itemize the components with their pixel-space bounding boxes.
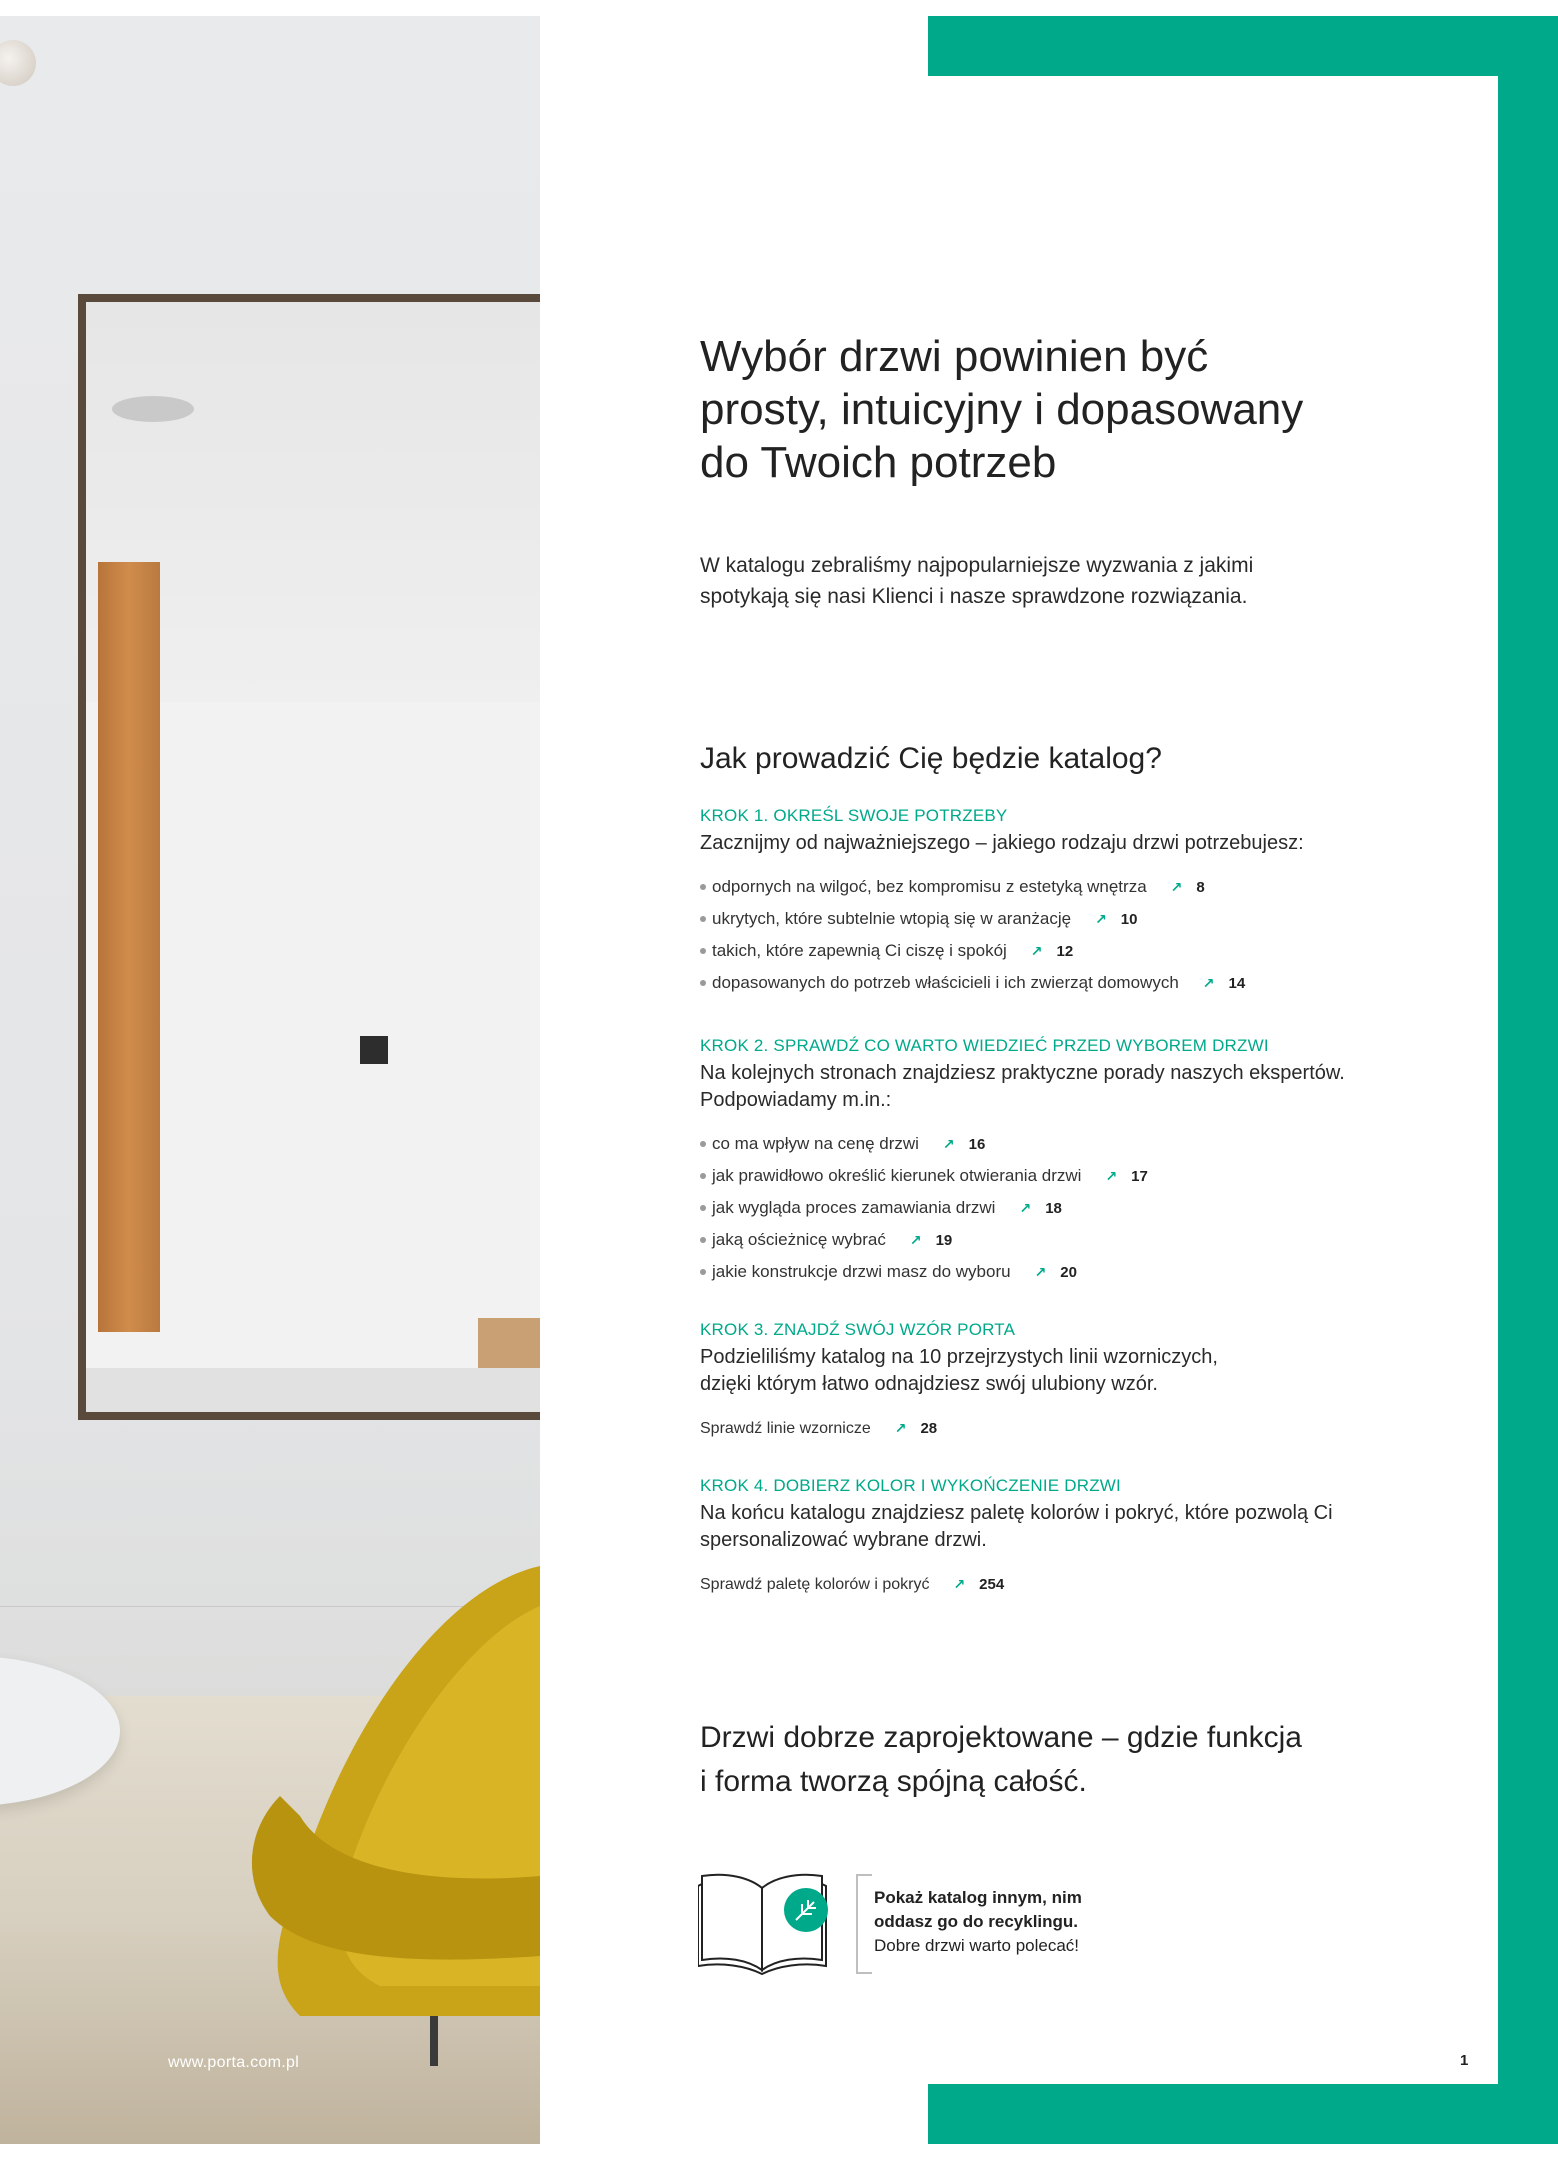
page-ref[interactable]: 14 [1228,975,1246,992]
step-description: Na kolejnych stronach znajdziesz praktyczne porady naszych ekspertów. Podpowiadamy m.in.: [700,1062,1345,1111]
step-2 [700,1036,1460,1288]
step-title: KROK 1. OKREŚL SWOJE POTRZEBY [700,806,1008,825]
page-ref[interactable]: 17 [1131,1168,1148,1185]
list-item[interactable]: co ma wpływ na cenę drzwi ↗ 16 [700,1128,1460,1160]
page-ref[interactable]: 16 [968,1136,986,1153]
green-frame-top [928,16,1558,76]
arrow-up-right-icon: ↗ [1095,911,1107,927]
mirror-reflection-floor [86,1368,540,1412]
website-url[interactable]: www.porta.com.pl [168,2054,300,2071]
step-link[interactable]: Sprawdź linie wzornicze ↗ 28 [700,1420,938,1437]
step-title: KROK 2. SPRAWDŹ CO WARTO WIEDZIEĆ PRZED WYBOREM DRZWI [700,1036,1269,1055]
list-item[interactable]: jak wygląda proces zamawiania drzwi ↗ 18 [700,1192,1460,1224]
green-frame-right [1498,16,1558,2144]
list-item[interactable]: odpornych na wilgoć, bez kompromisu z estetyką wnętrza ↗ 8 [700,871,1460,903]
arrow-up-right-icon: ↗ [894,1420,907,1436]
arrow-up-right-icon: ↗ [953,1576,966,1592]
arrow-up-right-icon: ↗ [1019,1200,1032,1216]
list-item[interactable]: jak prawidłowo określić kierunek otwierania drzwi ↗ 17 [700,1160,1460,1192]
arrow-up-right-icon: ↗ [942,1136,955,1152]
interior-photo [0,16,540,2144]
list-item[interactable]: jaką ościeżnicę wybrać ↗ 19 [700,1224,1460,1256]
step-items [700,871,1460,999]
page-ref[interactable]: 18 [1045,1200,1062,1217]
step-3 [700,1320,1460,1438]
arrow-up-right-icon: ↗ [1030,943,1043,959]
bracket-divider [856,1874,872,1974]
list-item[interactable]: takich, które zapewnią Ci ciszę i spokój ↗ 12 [700,935,1460,967]
page-ref[interactable]: 12 [1056,943,1074,960]
page-number: 1 [1460,2052,1469,2069]
page-ref[interactable]: 19 [935,1232,953,1249]
step-title: KROK 4. DOBIERZ KOLOR I WYKOŃCZENIE DRZWI [700,1476,1121,1495]
step-description: Zacznijmy od najważniejszego – jakiego rodzaju drzwi potrzebujesz: [700,832,1304,854]
wall-switch [360,1036,388,1064]
step-description: Na końcu katalogu znajdziesz paletę kolorów i pokryć, które pozwolą Ci spersonalizować wybrane drzwi. [700,1502,1333,1551]
page-title: Wybór drzwi powinien być prosty, intuicyjny i dopasowany do Twoich potrzeb [700,332,1304,487]
step-4 [700,1476,1460,1594]
step-1 [700,806,1460,999]
arrow-up-right-icon: ↗ [909,1232,922,1248]
step-title: KROK 3. ZNAJDŹ SWÓJ WZÓR PORTA [700,1320,1016,1339]
guide-heading: Jak prowadzić Cię będzie katalog? [700,742,1162,775]
step-items [700,1128,1460,1288]
wooden-shelf [478,1318,540,1368]
page-ref[interactable]: 10 [1120,911,1138,928]
arrow-up-right-icon: ↗ [1034,1264,1047,1280]
arrow-up-right-icon: ↗ [1202,975,1215,991]
list-item[interactable]: dopasowanych do potrzeb właścicieli i ich zwierząt domowych ↗ 14 [700,967,1460,999]
ceiling-lamp [0,40,36,86]
page-ref[interactable]: 254 [979,1576,1005,1593]
arrow-up-right-icon: ↗ [1105,1168,1118,1184]
ceiling-spotlight [112,396,194,422]
closing-statement: Drzwi dobrze zaprojektowane – gdzie funkcja i forma tworzą spójną całość. [700,1721,1302,1798]
step-link[interactable]: Sprawdź paletę kolorów i pokryć ↗ 254 [700,1576,1005,1593]
recycle-note: Pokaż katalog innym, nim oddasz go do recyklingu. Dobre drzwi warto polecać! [874,1888,1082,1955]
intro-paragraph: W katalogu zebraliśmy najpopularniejsze wyzwania z jakimi spotykają się nasi Klienci i nasze sprawdzone rozwiązania. [700,554,1254,608]
list-item[interactable]: ukrytych, które subtelnie wtopią się w aranżację ↗ 10 [700,903,1460,935]
step-description: Podzieliliśmy katalog na 10 przejrzystych linii wzorniczych, dzięki którym łatwo odnajdziesz swój ulubiony wzór. [700,1346,1218,1395]
green-frame-bottom [928,2084,1558,2144]
yellow-armchair [240,1546,540,2066]
page-ref[interactable]: 20 [1060,1264,1077,1281]
open-book-icon [698,1870,828,1976]
arrow-up-right-icon: ↗ [1170,879,1183,895]
page-ref[interactable]: 28 [920,1420,938,1437]
headline-block [700,330,1420,489]
wooden-panel [98,562,160,1332]
mirror-frame [78,294,540,1420]
page-ref[interactable]: 8 [1196,879,1205,896]
list-item[interactable]: jakie konstrukcje drzwi masz do wyboru ↗ 20 [700,1256,1460,1288]
